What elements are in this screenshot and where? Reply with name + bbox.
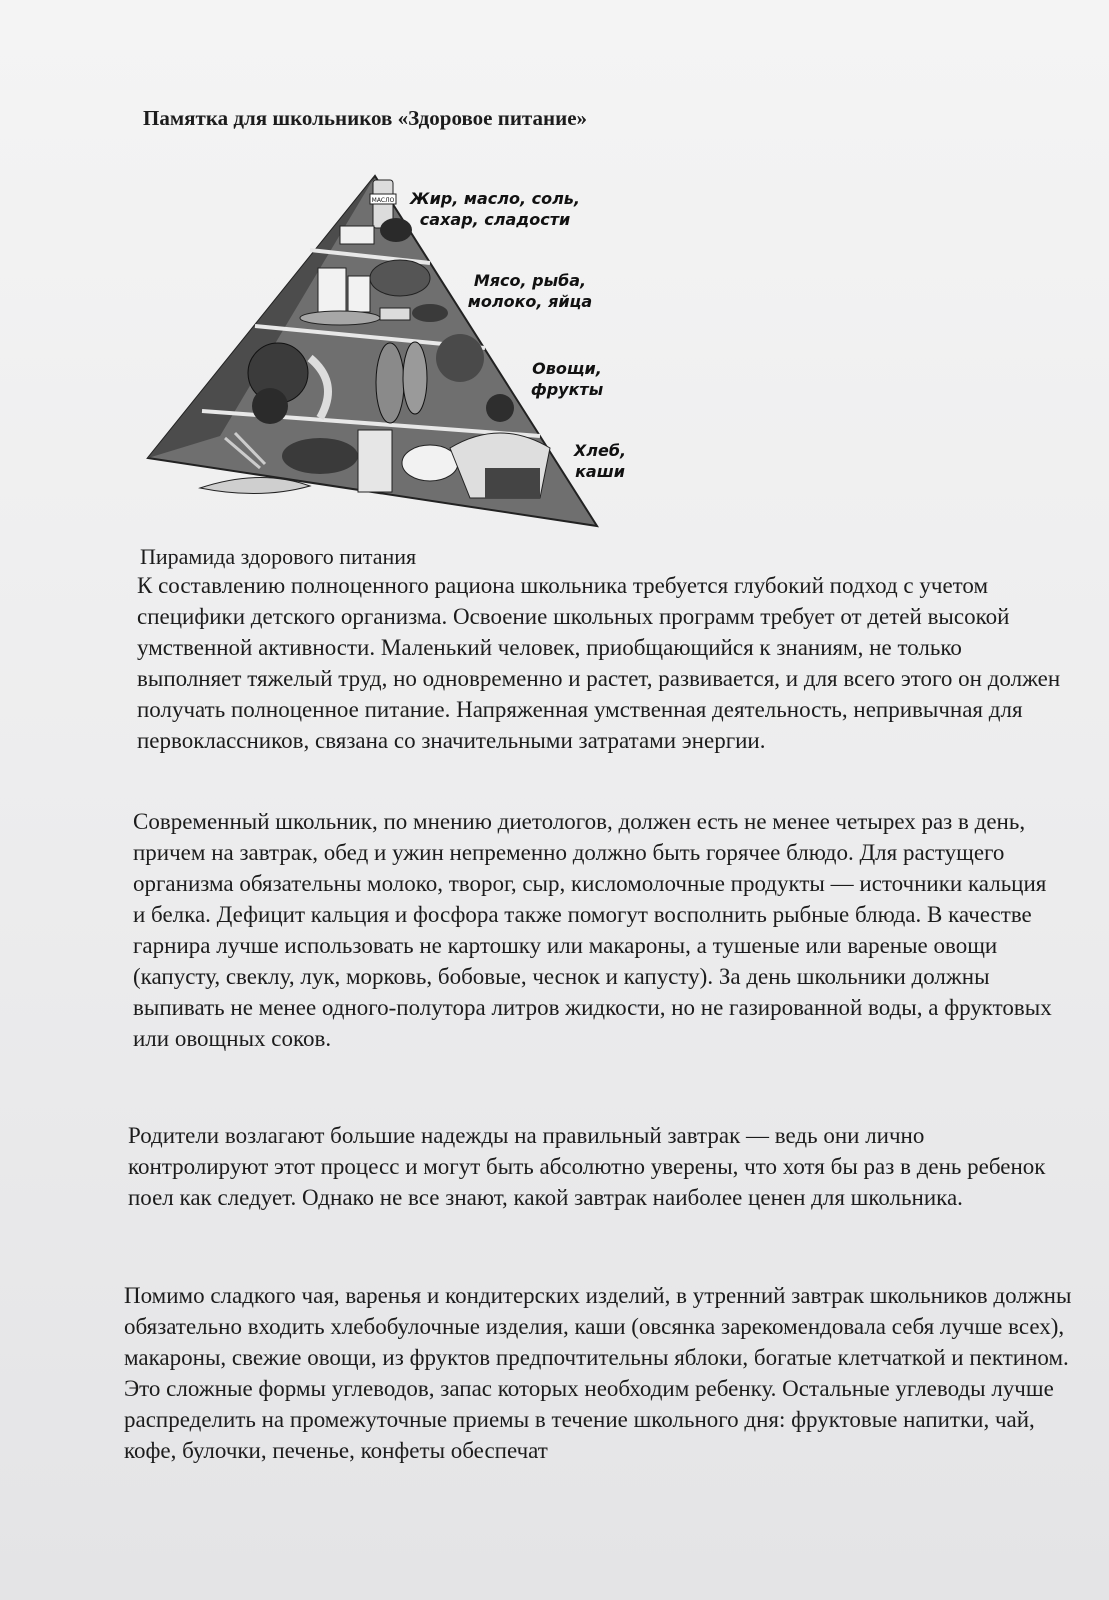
tier-label-line: молоко, яйца [467,292,593,311]
tier-label-line: Овощи, [532,359,602,378]
body-paragraph: К составлению полноценного рациона школьника требуется глубокий подход с учетом специфики детского организма. Освоение школьных программ требует от детей высокой умственной активности. Маленький человек, приобщающийся к знаниям, не только выполняет тяжелый труд, но одновременно и растет, развивается, и для всего этого он должен получать полноценное питание. Напряженная умственная деятельность, непривычная для первоклассников, связана со значительными затратами энергии. [137,573,1061,753]
tier-label-line: Жир, масло, соль, [409,189,580,208]
body-paragraph: Помимо сладкого чая, варенья и кондитерских изделий, в утренний завтрак школьников должны обязательно входить хлебобулочные изделия, каши (овсянка зарекомендовала себя лучше всех), макароны, свежие овощи, из фруктов предпочтительны яблоки, богатые клетчаткой и пектином. Это сложные формы углеводов, запас которых необходим ребенку. Остальные углеводы лучше распределить на промежуточные приемы в течение школьного дня: фруктовые напитки, чай, кофе, булочки, печенье, конфеты обеспечат [124,1283,1072,1463]
tier-label-line: сахар, сладости [419,210,571,229]
tier-label-grains [550,440,650,482]
document-title: Памятка для школьников «Здоровое питание» [143,106,588,130]
tier-label-fats [375,188,615,230]
food-pyramid-illustration [140,168,660,540]
tier-label-line: фрукты [530,380,604,399]
tier-label-line: каши [575,462,625,481]
body-paragraph: Современный школьник, по мнению диетологов, должен есть не менее четырех раз в день, причем на завтрак, обед и ужин непременно должно быть горячее блюдо. Для растущего организма обязательны молоко, творог, сыр, кисломолочные продукты — источники кальция и белка. Дефицит кальция и фосфора также помогут восполнить рыбные блюда. В качестве гарнира лучше использовать не картошку или макароны, а тушеные или вареные овощи (капусту, свеклу, лук, морковь, бобовые, чеснок и капусту). За день школьники должны выпивать не менее одного-полутора литров жидкости, но не газированной воды, а фруктовых или овощных соков. [133,809,1052,1051]
tier-label-vegetables [502,358,632,400]
pyramid-caption: Пирамида здорового питания [140,544,417,569]
bottle-label: МАСЛО [371,197,395,204]
tier-label-line: Хлеб, [573,441,627,460]
body-paragraph: Родители возлагают большие надежды на правильный завтрак — ведь они лично контролируют этот процесс и могут быть абсолютно уверены, что хотя бы раз в день ребенок поел как следует. Однако не все знают, какой завтрак наиболее ценен для школьника. [128,1123,1046,1210]
tier-label-protein [440,270,620,312]
tier-label-line: Мясо, рыба, [473,271,587,290]
